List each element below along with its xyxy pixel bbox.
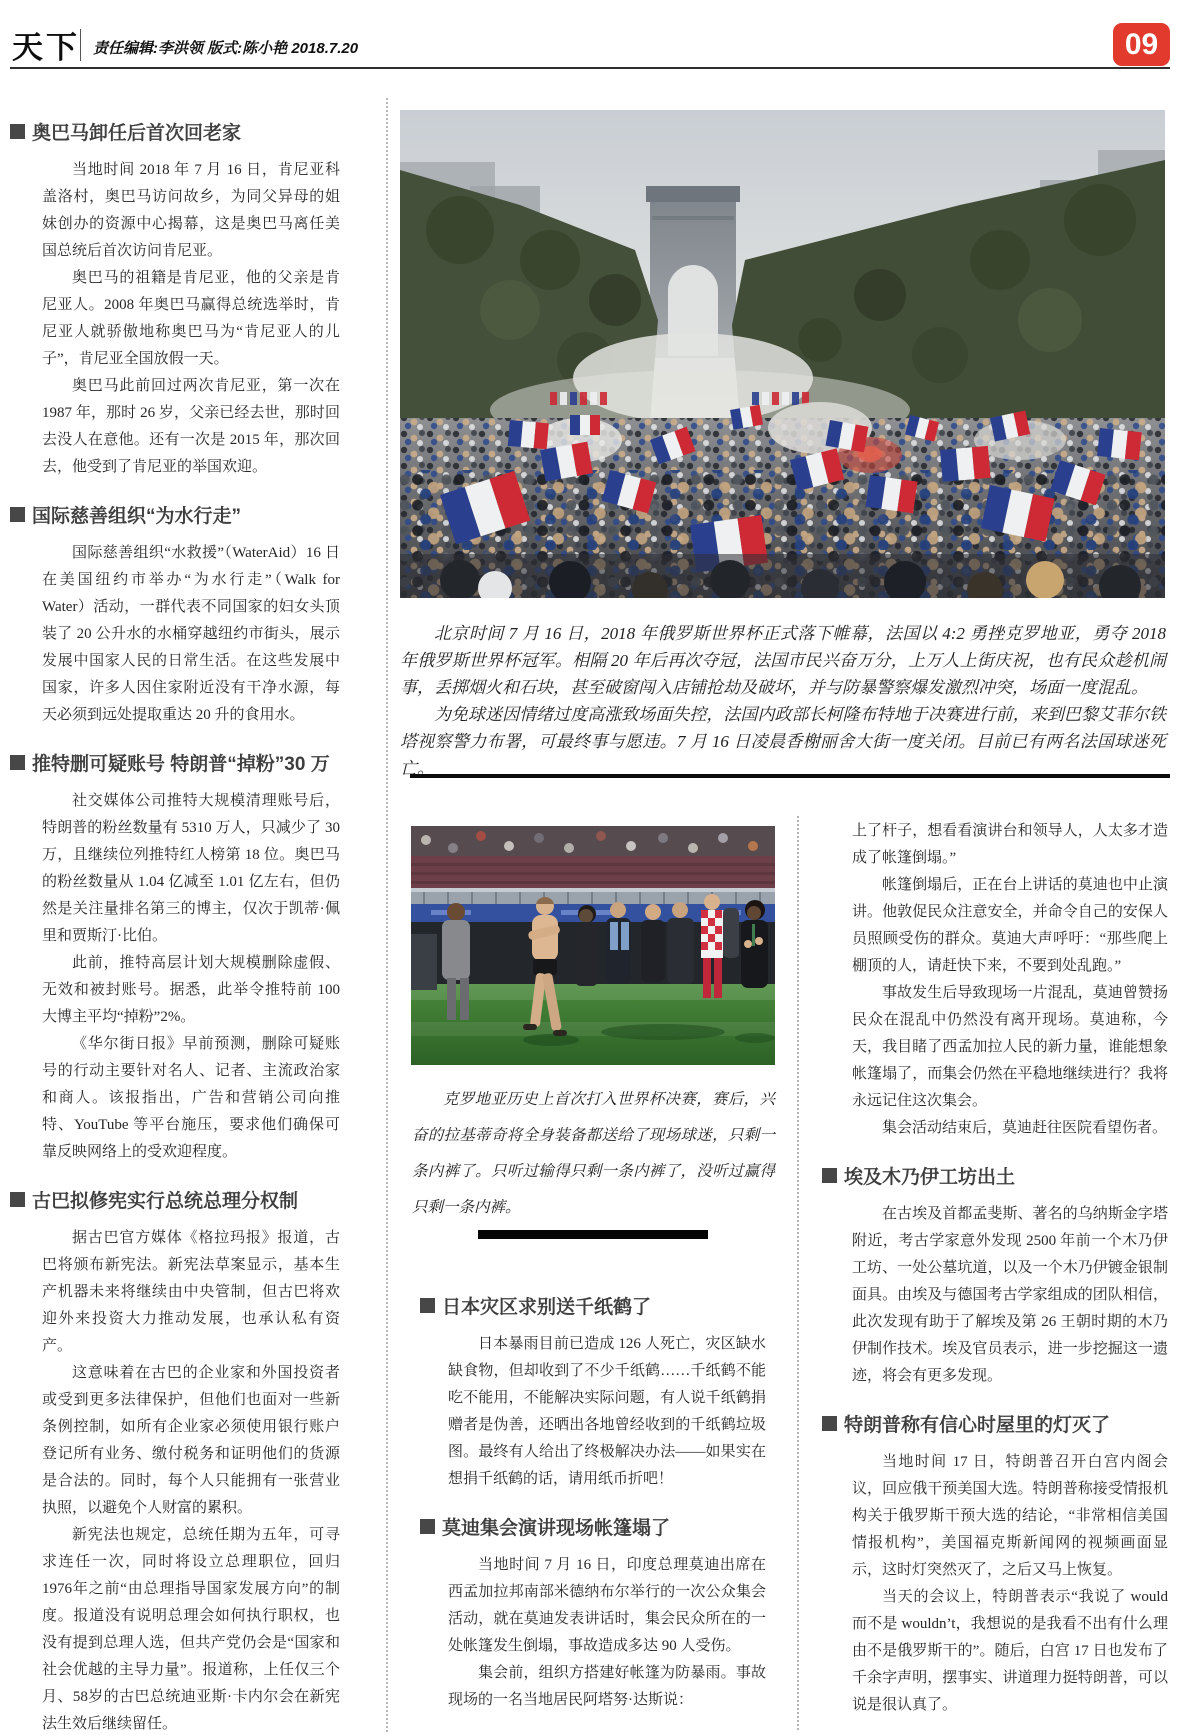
- middle-photo-rakitic-underwear: [411, 826, 775, 1065]
- article-body: [42, 157, 340, 481]
- news-article: [10, 749, 340, 1166]
- masthead-separator: [80, 29, 81, 61]
- article-paragraph: 集会前，组织方搭建好帐篷为防暴雨。事故现场的一名当地居民阿塔努·达斯说：: [448, 1665, 766, 1708]
- article-paragraph: 日本暴雨目前已造成 126 人死亡，灾区缺水缺食物，但却收到了不少千纸鹤……千纸鹤不能吃不能用，不能解决实际问题，有人说千纸鹤捐赠者是伪善，还晒出各地曾经收到的千纸鹤垃圾图。最终有人给出了终极解决办法——如果实在想捐千纸鹤的话，请用纸币折吧！: [448, 1336, 766, 1487]
- middle-photo-illustration: [411, 826, 775, 1065]
- article-paragraph: 此前，推特高层计划大规模删除虚假、无效和被封账号。据悉，此举令推特前 100 大博主平均“掉粉”2%。: [42, 955, 340, 1025]
- caption-paragraph: 北京时间 7 月 16 日，2018 年俄罗斯世界杯正式落下帷幕，法国以 4:2 勇挫克罗地亚，勇夺 2018 年俄罗斯世界杯冠军。相隔 20 年后再次夺冠，法国市民兴奋万分，上万人上街庆祝，也有民众趁机闹事，丢掷烟火和石块，甚至破窗闯入店铺抢劫及破坏，并与防暴警察爆发激烈冲突，场面一度混乱。: [400, 624, 1166, 697]
- news-article: [10, 501, 340, 729]
- article-headline: [822, 1162, 1168, 1189]
- article-headline-text: 国际慈善组织“为水行走”: [32, 506, 242, 527]
- article-headline: [10, 501, 340, 528]
- middle-column: [420, 1292, 766, 1714]
- article-headline: [10, 1186, 340, 1213]
- article-headline-text: 埃及木乃伊工坊出土: [844, 1167, 1016, 1188]
- news-article: [420, 1513, 766, 1714]
- article-headline-text: 奥巴马卸任后首次回老家: [32, 123, 242, 144]
- column-divider-right: [797, 816, 799, 1730]
- headline-square-icon: [10, 755, 25, 770]
- news-article: [822, 1410, 1168, 1719]
- main-photo-illustration: [400, 110, 1165, 598]
- headline-square-icon: [10, 507, 25, 522]
- news-article: [822, 1162, 1168, 1390]
- article-headline: [822, 1410, 1168, 1437]
- news-article: [822, 818, 1168, 1142]
- left-column: [10, 118, 340, 1735]
- news-article: [10, 118, 340, 481]
- article-paragraph: 奥巴马的祖籍是肯尼亚，他的父亲是肯尼亚人。2008 年奥巴马赢得总统选举时，肯尼亚人就骄傲地称奥巴马为“肯尼亚人的儿子”，肯尼亚全国放假一天。: [42, 270, 340, 367]
- article-body: [852, 1201, 1168, 1390]
- article-paragraph: 集会活动结束后，莫迪赶往医院看望伤者。: [882, 1120, 1168, 1136]
- article-body: [852, 818, 1168, 1142]
- masthead-rule: [10, 67, 1170, 69]
- article-headline: [10, 749, 340, 776]
- article-paragraph: 新宪法也规定，总统任期为五年，可寻求连任一次，同时将设立总理职位，回归1976年之前“由总理指导国家发展方向”的制度。报道没有说明总理会如何执行职权，也没有提到总理人选，但共产党仍会是“国家和社会优越的主导力量”。报道称，上任仅三个月、58岁的古巴总统迪亚斯·卡内尔会在新宪法生效后继续留任。: [42, 1527, 340, 1732]
- headline-square-icon: [420, 1519, 435, 1534]
- main-photo-caption: [400, 620, 1166, 782]
- article-paragraph: 据古巴官方媒体《格拉玛报》报道，古巴将颁布新宪法。新宪法草案显示，基本生产机器未来将继续由中央管制，但古巴将欢迎外来投资大力推动发展，也承认私有资产。: [42, 1230, 340, 1354]
- article-headline-text: 特朗普称有信心时屋里的灯灭了: [844, 1415, 1111, 1436]
- main-photo-world-cup-celebration: [400, 110, 1165, 598]
- article-paragraph: 这意味着在古巴的企业家和外国投资者或受到更多法律保护，但他们也面对一些新条例控制，如所有企业家必须使用银行账户登记所有业务、缴付税务和证明他们的货源是合法的。同时，每个人只能拥有一张营业执照，以避免个人财富的累积。: [42, 1365, 340, 1516]
- article-paragraph: 奥巴马此前回过两次肯尼亚，第一次在 1987 年，那时 26 岁，父亲已经去世，那时回去没人在意他。还有一次是 2015 年，那次回去，他受到了肯尼亚的举国欢迎。: [42, 378, 340, 475]
- article-paragraph: 当地时间 2018 年 7 月 16 日，肯尼亚科盖洛村，奥巴马访问故乡，为同父异母的姐妹创办的资源中心揭幕，这是奥巴马离任美国总统后首次访问肯尼亚。: [42, 162, 340, 259]
- news-article: [10, 1186, 340, 1735]
- article-paragraph: 当地时间 7 月 16 日，印度总理莫迪出席在西孟加拉邦南部米德纳布尔举行的一次公众集会活动，就在莫迪发表讲话时，集会民众所在的一处帐篷发生倒塌，事故造成多达 90 人受伤。: [448, 1557, 766, 1654]
- section-title: 天下: [12, 30, 80, 65]
- article-paragraph: 上了杆子，想看看演讲台和领导人，人太多才造成了帐篷倒塌。”: [852, 823, 1168, 866]
- article-paragraph: 当地时间 17 日，特朗普召开白宫内阁会议，回应俄干预美国大选。特朗普称接受情报机构关于俄罗斯干预大选的结论，“非常相信美国情报机构”，美国福克斯新闻网的视频画面显示，这时灯突然灭了，之后又马上恢复。: [852, 1454, 1168, 1578]
- article-headline: [10, 118, 340, 145]
- article-body: [42, 1225, 340, 1735]
- article-paragraph: 当天的会议上，特朗普表示“我说了 would 而不是 wouldn’t，我想说的是我看不出有什么理由不是俄罗斯干的”。随后，白宫 17 日也发布了千余字声明，摆事实、讲道理力挺特朗普，可以说是很认真了。: [852, 1589, 1168, 1713]
- caption-end-bar: [478, 1230, 708, 1239]
- article-body: [42, 788, 340, 1166]
- headline-square-icon: [10, 124, 25, 139]
- article-headline: [420, 1513, 766, 1540]
- headline-square-icon: [822, 1416, 837, 1431]
- headline-square-icon: [10, 1192, 25, 1207]
- headline-square-icon: [420, 1298, 435, 1313]
- article-body: [42, 540, 340, 729]
- article-paragraph: 事故发生后导致现场一片混乱，莫迪曾赞扬民众在混乱中仍然没有离开现场。莫迪称，今天，我目睹了西孟加拉人民的新力量，谁能想象帐篷塌了，而集会仍然在平稳地继续进行？我将永远记住这次集会。: [852, 985, 1168, 1109]
- article-body: [852, 1449, 1168, 1719]
- article-paragraph: 帐篷倒塌后，正在台上讲话的莫迪也中止演讲。他敦促民众注意安全，并命令自己的安保人员照顾受伤的群众。莫迪大声呼吁：“那些爬上棚顶的人，请赶快下来，不要到处乱跑。”: [852, 877, 1168, 974]
- right-column: [822, 818, 1168, 1719]
- headline-square-icon: [822, 1168, 837, 1183]
- editor-credit-line: 责任编辑:李洪领 版式:陈小艳 2018.7.20: [93, 40, 359, 57]
- article-headline: [420, 1292, 766, 1319]
- article-paragraph: 国际慈善组织“水救援”（WaterAid）16 日在美国纽约市举办“为水行走”（Walk for Water）活动，一群代表不同国家的妇女头顶装了 20 公升水的水桶穿越纽约市街头，展示发展中国家人民的日常生活。在这些发展中国家，许多人因住家附近没有干净水源，每天必须到远处提取重达 20 升的食用水。: [42, 545, 340, 723]
- caption-paragraph: 为免球迷因情绪过度高涨致场面失控，法国内政部长柯隆布特地于决赛进行前，来到巴黎艾菲尔铁塔视察警力布署，可最终事与愿违。7 月 16 日凌晨香榭丽舍大街一度关闭。目前已有两名法国球迷死亡。: [400, 705, 1166, 778]
- article-headline-text: 推特删可疑账号 特朗普“掉粉”30 万: [32, 754, 330, 775]
- article-paragraph: 社交媒体公司推特大规模清理账号后，特朗普的粉丝数量有 5310 万人，只减少了 30 万，且继续位列推特红人榜第 18 位。奥巴马的粉丝数量从 1.04 亿减至 1.01 亿左右，但仍然是关注量排名第三的博主，仅次于凯蒂·佩里和贾斯汀·比伯。: [42, 793, 340, 944]
- article-headline-text: 日本灾区求别送千纸鹤了: [442, 1297, 652, 1318]
- page-number-badge: 09: [1113, 23, 1170, 66]
- column-divider-left: [386, 98, 388, 1732]
- article-headline-text: 古巴拟修宪实行总统总理分权制: [32, 1191, 299, 1212]
- article-paragraph: 在古埃及首都孟斐斯、著名的乌纳斯金字塔附近，考古学家意外发现 2500 年前一个木乃伊工坊、一处公墓坑道，以及一个木乃伊镀金银制面具。由埃及与德国考古学家组成的团队相信，此次发现有助于了解埃及第 26 王朝时期的木乃伊制作技术。埃及官员表示，进一步挖掘这一遗迹，将会有更多发现。: [852, 1206, 1168, 1384]
- news-article: [420, 1292, 766, 1493]
- middle-photo-caption: [412, 1082, 775, 1226]
- article-headline-text: 莫迪集会演讲现场帐篷塌了: [442, 1518, 671, 1539]
- article-paragraph: 《华尔街日报》早前预测，删除可疑账号的行动主要针对名人、记者、主流政治家和商人。该报指出，广告和营销公司向推特、YouTube 等平台施压，要求他们确保可靠反映网络上的受欢迎程度。: [42, 1036, 340, 1160]
- caption-paragraph: 克罗地亚历史上首次打入世界杯决赛，赛后，兴奋的拉基蒂奇将全身装备都送给了现场球迷，只剩一条内裤了。只听过输得只剩一条内裤了，没听过赢得只剩一条内裤。: [412, 1091, 775, 1216]
- article-body: [448, 1552, 766, 1714]
- article-body: [448, 1331, 766, 1493]
